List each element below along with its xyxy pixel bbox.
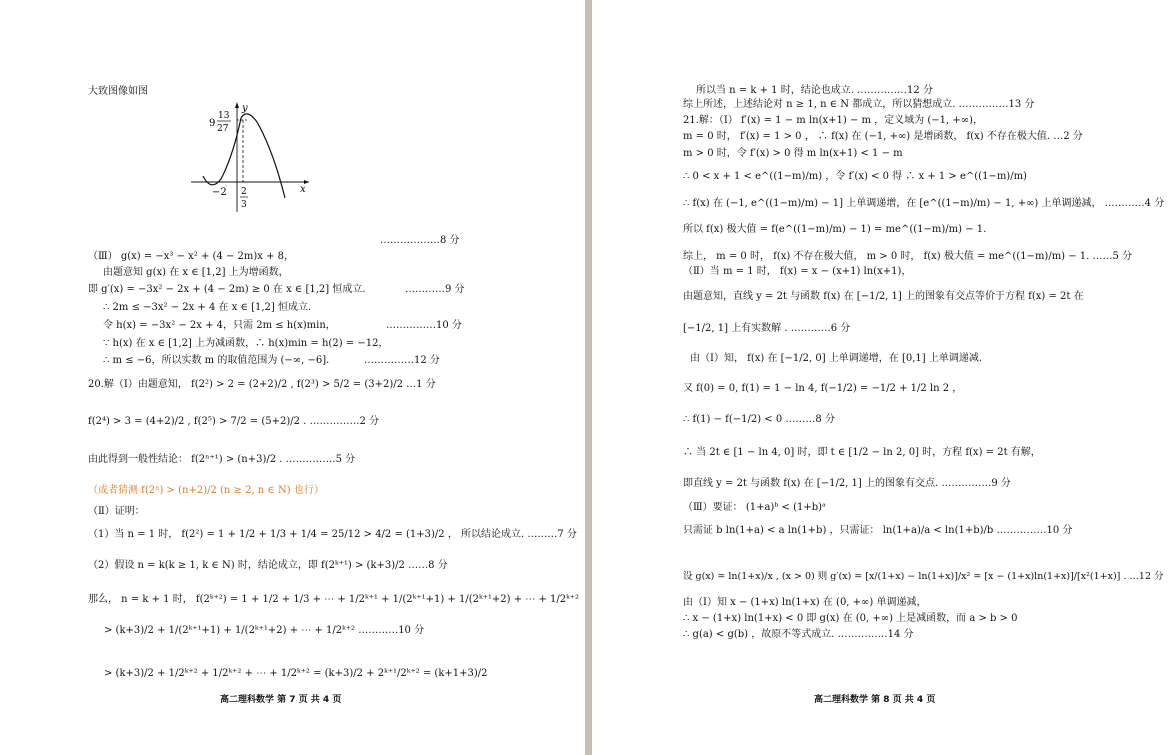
y-axis-label: y [242,103,248,114]
right-page [592,0,1176,755]
q21-decreasing-note: 由（Ⅰ）知 x − (1+x) ln(1+x) 在 (0, +∞) 单调递减， [683,597,927,608]
q21-from-part1: 由（Ⅰ）知， f(x) 在 [−1/2, 0] 上单调递增，在 [0,1] 上单调递减. [690,353,983,364]
left-page-footer: 高二理科数学 第 7 页 共 4 页 [220,695,342,705]
score-mark-9: …………9 分 [405,284,465,295]
q21-real-solution: [−1/2, 1] 上有实数解 . …………6 分 [683,323,851,334]
q21-summary-part1: 综上， m = 0 时， f(x) 不存在极大值， m > 0 时， f(x) 极大值 = me^((1−m)/m) − 1. ……5 分 [683,251,1133,262]
q21-m-positive: m > 0 时，令 f′(x) > 0 得 m ln(x+1) < 1 − m [683,148,903,159]
peak-label-numerator: 13 [218,111,230,121]
intro-text: 大致图像如图 [88,86,148,97]
function-graph [185,100,315,215]
q21-final: ∴ g(a) < g(b) ，故原不等式成立. ……………14 分 [683,629,914,640]
part3-increasing: 由题意知 g(x) 在 x ∈ [1,2] 上为增函数， [103,267,289,278]
two-thirds-num: 2 [241,187,247,197]
two-thirds-den: 3 [241,200,247,210]
part3-ineq: ∴ 2m ≤ −3x² − 2x + 4 在 x ∈ [1,2] 恒成立. [103,302,312,313]
q21-monotonic: ∴ f(x) 在 (−1, e^((1−m)/m) − 1] 上单调递增，在 [e^((1−m)/m) − 1, +∞) 上单调递减， …………4 分 [683,198,1165,209]
q20-part2-title: （Ⅱ）证明： [88,506,145,517]
q21-g-decreasing: ∴ x − (1+x) ln(1+x) < 0 即 g(x) 在 (0, +∞) 上是减函数，而 a > b > 0 [683,613,1018,624]
q20-induction-step: 那么， n = k + 1 时， f(2ᵏ⁺²) = 1 + 1/2 + 1/3 + ⋯ + 1/2ᵏ⁺¹ + 1/(2ᵏ⁺¹+1) + 1/(2ᵏ⁺¹+2) + ⋯ + 1/2ᵏ⁺² [88,594,580,605]
q21-g-def: 设 g(x) = ln(1+x)/x , (x > 0) 则 g′(x) = [x/(1+x) − ln(1+x)]/x² = [x − (1+x)ln(1+x)]/[x²(1+x)] . …12 分 [683,571,1164,582]
x-axis-label: x [300,184,306,195]
q21-values: 又 f(0) = 0, f(1) = 1 − ln 4, f(−1/2) = −1/2 + 1/2 ln 2 ， [683,383,963,394]
part3-h-decreasing: ∵ h(x) 在 x ∈ [1,2] 上为减函数，∴ h(x)min = h(2) = −12， [103,338,389,349]
part3-h-def: 令 h(x) = −3x² − 2x + 4，只需 2m ≤ h(x)min， [103,320,336,331]
score-mark-8: ………………8 分 [380,235,460,246]
peak-label-denominator: 27 [217,124,229,134]
q20-part1-line2: f(2⁴) > 3 = (4+2)/2 , f(2⁵) > 7/2 = (5+2)/2 . ……………2 分 [88,416,380,427]
q20-part1-line1: 20.解（Ⅰ）由题意知， f(2²) > 2 = (2+2)/2 , f(2³) > 5/2 = (3+2)/2 …1 分 [88,379,436,390]
score-mark-10: ……………10 分 [386,320,462,331]
q21-max-value: 所以 f(x) 极大值 = f(e^((1−m)/m) − 1) = me^((1−m)/m) − 1. [683,224,987,235]
peak-label-whole: 9 [209,118,216,129]
page-gutter [585,0,592,755]
q21-need-prove: 只需证 b ln(1+a) < a ln(1+b) ，只需证： ln(1+a)/a < ln(1+b)/b ……………10 分 [683,525,1073,536]
q21-equivalence: 由题意知，直线 y = 2t 与函数 f(x) 在 [−1/2, 1] 上的图象有交点等价于方程 f(x) = 2t 在 [683,291,1084,302]
q21-t-range: ∴ 当 2t ∈ [1 − ln 4, 0] 时，即 t ∈ [1/2 − ln 2, 0] 时，方程 f(x) = 2t 有解， [683,447,1041,458]
q20-general-conclusion: 由此得到一般性结论： f(2ⁿ⁺¹) > (n+3)/2 . ……………5 分 [88,454,356,465]
q20-base-case: （1）当 n = 1 时， f(2²) = 1 + 1/2 + 1/3 + 1/4 = 25/12 > 4/2 = (1+3)/2 ， 所以结论成立. ………7 分 [88,529,577,540]
q20-alternative-guess: （或者猜测 f(2ⁿ) > (n+2)/2 (n ≥ 2, n ∈ N) 也行） [88,485,324,496]
q21-part3-goal: （Ⅲ）要证： (1+a)ᵇ < (1+b)ᵃ [683,502,826,513]
q20-summary: 综上所述，上述结论对 n ≥ 1, n ∈ N 都成立，所以猜想成立. ……………13 分 [683,99,1035,110]
q20-conclusion-k1: 所以当 n = k + 1 时，结论也成立. ……………12 分 [696,85,933,96]
right-page-footer: 高二理科数学 第 8 页 共 4 页 [814,695,936,705]
q21-part2-def: （Ⅱ）当 m = 1 时， f(x) = x − (x+1) ln(x+1)， [683,266,912,277]
q20-step-ineq-2: > (k+3)/2 + 1/2ᵏ⁺² + 1/2ᵏ⁺² + ⋯ + 1/2ᵏ⁺² = (k+3)/2 + 2ᵏ⁺¹/2ᵏ⁺² = (k+1+3)/2 [104,668,488,679]
q21-m-zero: m = 0 时， f′(x) = 1 > 0 ， ∴ f(x) 在 (−1, +∞) 是增函数， f(x) 不存在极大值. …2 分 [683,131,1083,142]
q20-step-ineq-1: > (k+3)/2 + 1/(2ᵏ⁺¹+1) + 1/(2ᵏ⁺¹+2) + ⋯ + 1/2ᵏ⁺² …………10 分 [104,625,425,636]
q21-difference: ∴ f(1) − f(−1/2) < 0 ………8 分 [683,414,835,425]
neg-two-tick: −2 [212,187,227,198]
part3-g-def: （Ⅲ） g(x) = −x³ − x² + (4 − 2m)x + 8， [88,251,295,262]
q20-induction-hypothesis: （2）假设 n = k(k ≥ 1, k ∈ N) 时，结论成立，即 f(2ᵏ⁺¹) > (k+3)/2 ……8 分 [88,560,448,571]
q21-exp-bounds: ∴ 0 < x + 1 < e^((1−m)/m) ，令 f′(x) < 0 得 ∴ x + 1 > e^((1−m)/m) [683,171,1027,182]
part3-derivative: 即 g′(x) = −3x² − 2x + (4 − 2m) ≥ 0 在 x ∈ [1,2] 恒成立. [88,284,366,295]
q21-intersection: 即直线 y = 2t 与函数 f(x) 在 [−1/2, 1] 上的图象有交点. ……………9 分 [683,478,1011,489]
left-page [0,0,585,755]
q21-derivative: 21.解：（Ⅰ） f′(x) = 1 − m ln(x+1) − m ，定义域为 (−1, +∞)， [683,115,983,126]
score-mark-12: ……………12 分 [364,355,440,366]
part3-m-range: ∴ m ≤ −6，所以实数 m 的取值范围为 (−∞, −6]． [103,355,337,366]
